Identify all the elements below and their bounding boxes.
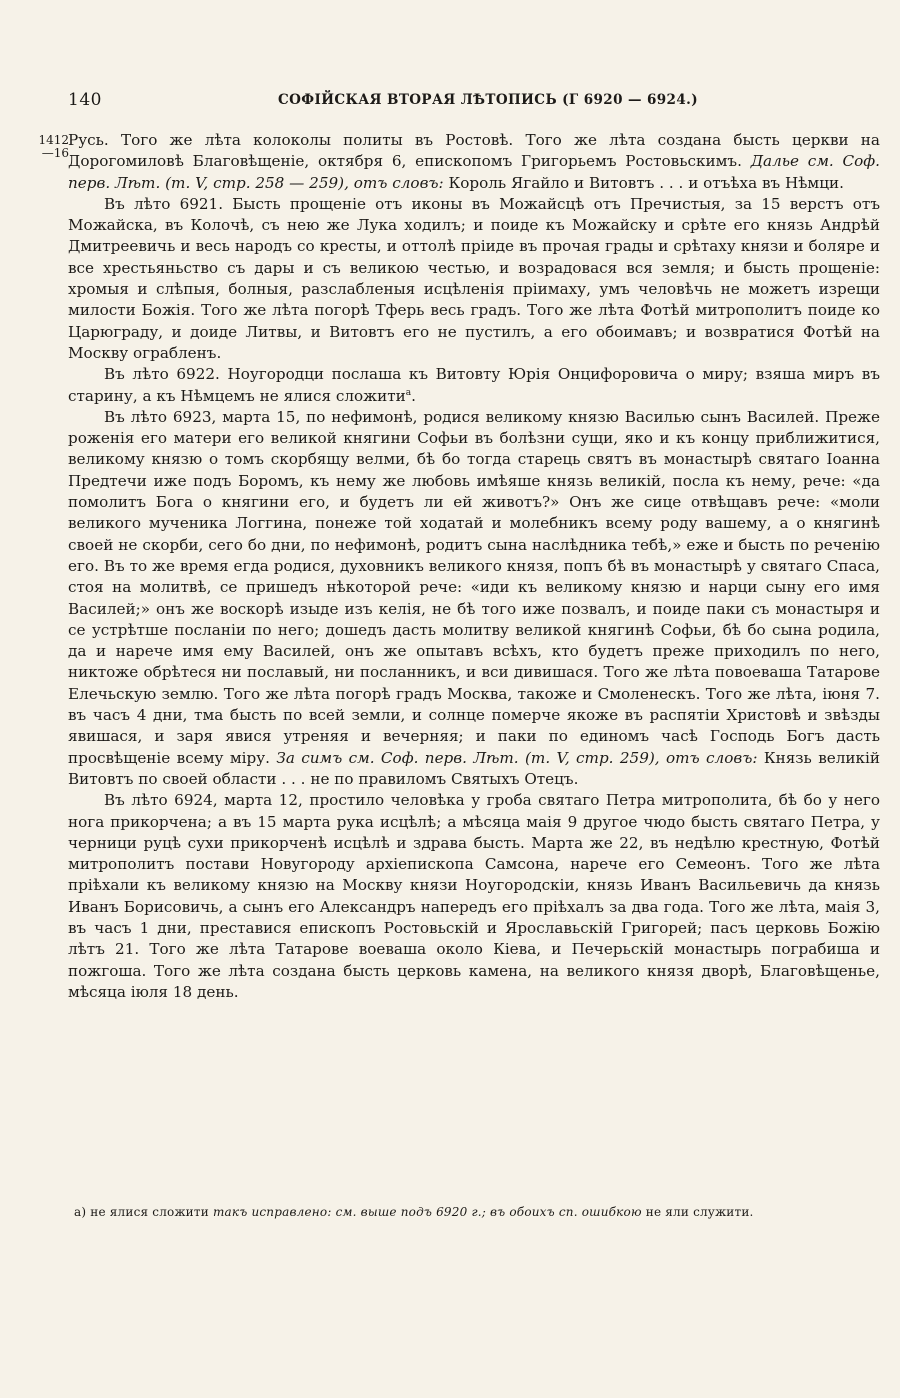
margin-year-end: —16 — [41, 146, 69, 160]
margin-year-range — [33, 134, 69, 160]
chronicle-text — [68, 130, 880, 1003]
editorial-note: За симъ см. Соф. перв. Лѣт. (т. V, стр. 259), отъ словъ: — [276, 748, 758, 767]
footnote — [74, 1204, 880, 1220]
margin-year-start: 1412 — [38, 133, 69, 147]
page-number: 140 — [68, 90, 102, 110]
paragraph — [68, 364, 880, 407]
page-header — [68, 90, 878, 114]
footnote-reference: а — [405, 387, 412, 398]
text-run: Въ лѣто 6921. Бысть прощеніе отъ иконы въ Можайсцѣ отъ Пречистыя, за 15 верстъ отъ Можайска, въ Колочѣ, съ нею же Лука ходилъ; и поиде къ Можайску и срѣте его князь Андрѣй Дмитреевичь и весь народъ со кресты, и оттолѣ пріиде въ прочая грады и срѣтаху князи и боляре и все хрестьяньство съ дары и съ великою честью, и возрадовася вся земля; и бысть прощеніе: хромыя и слѣпыя, болныя, разслабленыя исцѣленія пріимаху, умъ человѣчь не можетъ изрещи милости Божія. Того же лѣта погорѣ Тферь весь градъ. Того же лѣта Фотѣй митрополитъ поиде ко Царюграду, и доиде Литвы, и Витовтъ его не пустилъ, а его обоимавъ; и возвратися Фотѣй на Москву ограбленъ. — [68, 194, 880, 362]
paragraph — [68, 790, 880, 1003]
running-title: СОФІЙСКАЯ ВТОРАЯ ЛѢТОПИСЬ (Г 6920 — 6924.) — [278, 92, 699, 108]
paragraph — [68, 130, 880, 194]
footnote-marker: а) — [74, 1205, 87, 1219]
text-run: Въ лѣто 6923, марта 15, по нефимонѣ, родися великому князю Василью сынъ Василей. Преже роженія его матери его великой княгини Софьи въ болѣзни сущи, яко и къ концу приближитися, великому князю о томъ скорбящу велми, бѣ бо тогда старець святъ въ монастырѣ святаго Іоанна Предтечи иже подъ Боромъ, къ нему же любовь имѣяше князь великій, посла къ нему, рече: «да помолитъ Бога о княгини его, и будетъ ли ей животъ?» Онъ же сице отвѣщавъ рече: «моли великого мученика Логгина, понеже той ходатай и молебникъ всему роду вашему, а о княгинѣ своей не скорби, сего бо дни, по нефимонѣ, родитъ сына наслѣдника тебѣ,» еже и бысть по реченію его. Въ то же время егда родися, духовникъ великого князя, попъ бѣ въ монастырѣ у святаго Спаса, стоя на молитвѣ, се пришедъ нѣкоторой рече: «иди къ великому князю и нарци сыну его имя Василей;» онъ же воскорѣ изыде изъ келія, не бѣ того иже позвалъ, и поиде паки съ монастыря и се устрѣтше посланіи по него; дошедъ дасть молитву великой княгинѣ Софьи, бѣ бо сына родила, да и нарече имя ему Василей, онъ же опытавъ всѣхъ, кто будетъ преже приходилъ по него, никтоже обрѣтеся ни пославый, ни посланникъ, и вси дивишася. Того же лѣта повоеваша Татарове Елечьскую землю. Того же лѣта погорѣ градъ Москва, такоже и Смоленескъ. Того же лѣта, іюня 7. въ часъ 4 дни, тма бысть по всей земли, и солнце померче якоже въ распятіи Христовѣ и звѣзды явишася, и заря явися утреняя и вечерняя; и паки по единомъ часѣ Господь Богъ дасть просвѣщеніе всему міру. — [68, 407, 880, 767]
text-run: не ялися сложити — [86, 1205, 213, 1219]
text-run: . — [411, 386, 416, 405]
text-run: Въ лѣто 6922. Ноугородци послаша къ Витовту Юрія Онцифоровича о миру; взяша миръ въ старину, а къ Нѣмцемъ не ялися сложити — [68, 365, 880, 405]
text-run: Король Ягайло и Витовтъ . . . и отъѣха въ Нѣмци. — [443, 173, 844, 192]
text-run: не яли служити. — [641, 1205, 754, 1219]
text-run: Русь. Того же лѣта колоколы политы въ Ростовѣ. Того же лѣта создана бысть церкви на Дорогомиловѣ Благовѣщеніе, октября 6, епископомъ Григорьемъ Ростовьскимъ. — [68, 131, 880, 171]
editorial-note: такъ исправлено: см. выше подъ 6920 г.; въ обоихъ сп. ошибкою — [212, 1205, 642, 1219]
text-run: Князь великій Витовтъ по своей области . . . не по правиломъ Святыхъ Отецъ. — [68, 748, 880, 788]
editorial-note: Далье см. Соф. перв. Лѣт. (т. V, стр. 258 — 259), отъ словъ: — [68, 152, 880, 192]
footnote-divider — [68, 1184, 880, 1185]
paragraph — [68, 407, 880, 790]
footnote-text — [86, 1205, 753, 1219]
paragraph — [68, 194, 880, 364]
text-run: Въ лѣто 6924, марта 12, простило человѣка у гроба святаго Петра митрополита, бѣ бо у него нога прикорчена; а въ 15 марта рука исцѣлѣ; а мѣсяца маія 9 другое чюдо бысть святаго Петра, у черници руцѣ сухи прикорченѣ исцѣлѣ и здрава бысть. Марта же 22, въ недѣлю крестную, Фотѣй митрополитъ постави Новугороду архіепископа Самсона, нарече его Семеонъ. Того же лѣта пріѣхали къ великому князю на Москву князи Ноугородскіи, князь Иванъ Васильевичь да князь Иванъ Борисовичь, а сынъ его Александръ напередъ его пріѣхалъ за два года. Того же лѣта, маія 3, въ часъ 1 дни, преставися епископъ Ростовьскій и Ярославьскій Григорей; пасъ церковь Божію лѣтъ 21. Того же лѣта Татарове воеваша около Кіева, и Печерьскій монастырь пограбиша и пожгоша. Того же лѣта создана бысть церковь камена, на великого князя дворѣ, Благовѣщенье, мѣсяца іюля 18 день. — [68, 791, 880, 1001]
